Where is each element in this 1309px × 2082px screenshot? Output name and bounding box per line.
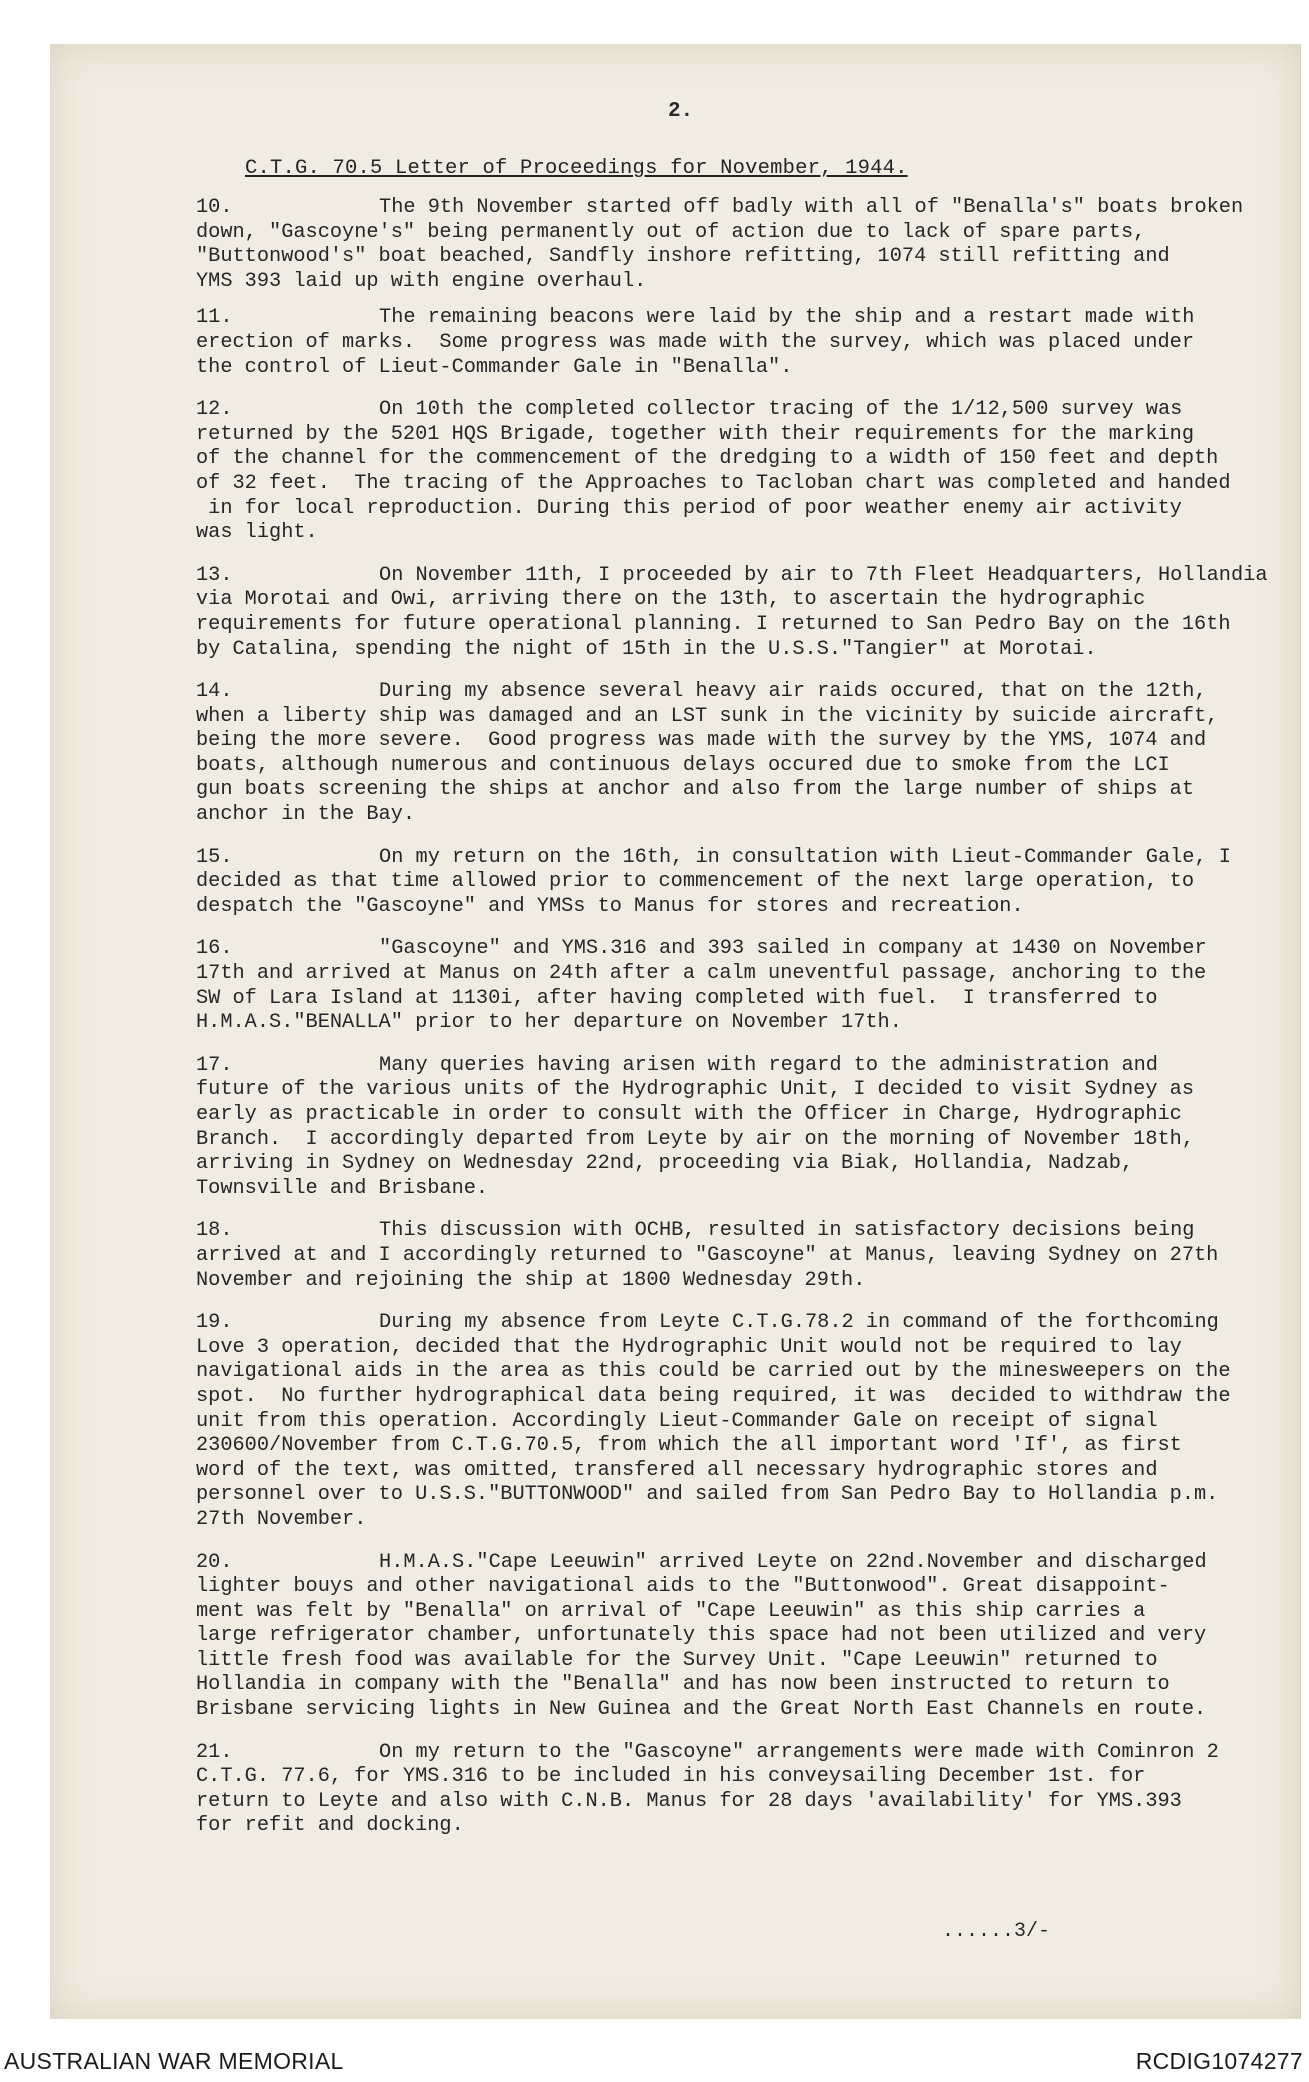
paragraph-14 <box>196 680 1276 828</box>
paragraph-line: decided as that time allowed prior to commencement of the next large operation, to <box>196 870 1194 894</box>
paragraph-number: 21. <box>196 1740 233 1764</box>
paragraph-line: anchor in the Bay. <box>196 803 416 827</box>
paragraph-20 <box>196 1551 1276 1723</box>
paragraph-line: Hollandia in company with the "Benalla" and has now been instructed to return to <box>196 1673 1170 1697</box>
paragraph-line: Townsville and Brisbane. <box>196 1176 489 1200</box>
paragraph-line: arrived at and I accordingly returned to "Gascoyne" at Manus, leaving Sydney on 27th <box>196 1243 1219 1267</box>
page-number: 2. <box>668 100 694 123</box>
paragraph-line: November and rejoining the ship at 1800 Wednesday 29th. <box>196 1268 866 1292</box>
paragraph-line: "Gascoyne" and YMS.316 and 393 sailed in company at 1430 on November <box>379 937 1207 961</box>
paragraph-line: boats, although numerous and continuous delays occured due to smoke from the LCI <box>196 753 1170 777</box>
paragraph-line: little fresh food was available for the Survey Unit. "Cape Leeuwin" returned to <box>196 1648 1158 1672</box>
paragraph-line: word of the text, was omitted, transfered all necessary hydrographic stores and <box>196 1458 1158 1482</box>
paragraph-line: H.M.A.S."BENALLA" prior to her departure on November 17th. <box>196 1011 902 1035</box>
paragraph-line: was light. <box>196 521 318 545</box>
document-page <box>50 44 1301 2019</box>
paragraph-line: unit from this operation. Accordingly Lieut-Commander Gale on receipt of signal <box>196 1409 1158 1433</box>
paragraph-line: On 10th the completed collector tracing of the 1/12,500 survey was <box>379 398 1183 422</box>
paragraph-line: During my absence from Leyte C.T.G.78.2 in command of the forthcoming <box>379 1311 1219 1335</box>
paragraph-line: "Buttonwood's" boat beached, Sandfly inshore refitting, 1074 still refitting and <box>196 245 1170 269</box>
paragraph-16 <box>196 937 1276 1035</box>
paragraph-13 <box>196 564 1276 662</box>
paragraph-line: of 32 feet. The tracing of the Approaches to Tacloban chart was completed and handed <box>196 471 1231 495</box>
paragraph-line: of the channel for the commencement of the dredging to a width of 150 feet and depth <box>196 447 1219 471</box>
paragraph-18 <box>196 1219 1276 1293</box>
paragraph-12 <box>196 398 1276 546</box>
paragraph-line: The remaining beacons were laid by the ship and a restart made with <box>379 306 1195 330</box>
paragraph-line: by Catalina, spending the night of 15th in the U.S.S."Tangier" at Morotai. <box>196 637 1097 661</box>
paragraph-line: Branch. I accordingly departed from Leyte by air on the morning of November 18th, <box>196 1127 1194 1151</box>
paragraph-line: navigational aids in the area as this could be carried out by the minesweepers on the <box>196 1360 1231 1384</box>
paragraph-number: 20. <box>196 1550 233 1574</box>
paragraph-number: 14. <box>196 680 233 704</box>
paragraph-11 <box>196 306 1276 380</box>
footer-source: AUSTRALIAN WAR MEMORIAL <box>4 2048 344 2074</box>
paragraph-line: lighter bouys and other navigational aids to the "Buttonwood". Great disappoint- <box>196 1575 1170 1599</box>
paragraph-line: when a liberty ship was damaged and an LST sunk in the vicinity by suicide aircraft, <box>196 704 1219 728</box>
document-body <box>196 196 1276 1839</box>
continuation-marker: ......3/- <box>942 1920 1051 1943</box>
paragraph-line: early as practicable in order to consult with the Officer in Charge, Hydrographic <box>196 1103 1182 1126</box>
paragraph-line: 230600/November from C.T.G.70.5, from which the all important word 'If', as first <box>196 1434 1182 1458</box>
paragraph-line: ment was felt by "Benalla" on arrival of "Cape Leeuwin" as this ship carries a <box>196 1599 1146 1623</box>
paragraph-line: despatch the "Gascoyne" and YMSs to Manus for stores and recreation. <box>196 894 1024 918</box>
paragraph-line: H.M.A.S."Cape Leeuwin" arrived Leyte on 22nd.November and discharged <box>379 1550 1207 1574</box>
paragraph-line: return to Leyte and also with C.N.B. Manus for 28 days 'availability' for YMS.393 <box>196 1789 1182 1813</box>
paragraph-line: for refit and docking. <box>196 1814 464 1838</box>
paragraph-number: 13. <box>196 563 233 587</box>
paragraph-line: YMS 393 laid up with engine overhaul. <box>196 269 647 293</box>
paragraph-line: large refrigerator chamber, unfortunately this space had not been utilized and very <box>196 1624 1207 1648</box>
paragraph-line: The 9th November started off badly with all of "Benalla's" boats broken <box>379 196 1244 219</box>
paragraph-19 <box>196 1311 1276 1532</box>
paragraph-line: personnel over to U.S.S."BUTTONWOOD" and sailed from San Pedro Bay to Hollandia p.m. <box>196 1483 1219 1507</box>
paragraph-number: 12. <box>196 398 233 422</box>
paragraph-line: returned by the 5201 HQS Brigade, together with their requirements for the marking <box>196 422 1194 446</box>
paragraph-line: gun boats screening the ships at anchor and also from the large number of ships at <box>196 778 1194 802</box>
paragraph-line: spot. No further hydrographical data being required, it was decided to withdraw the <box>196 1384 1231 1408</box>
footer-reference: RCDIG1074277 <box>1135 2048 1303 2074</box>
paragraph-number: 11. <box>196 306 233 330</box>
paragraph-line: 27th November. <box>196 1507 367 1531</box>
paragraph-line: During my absence several heavy air raids occured, that on the 12th, <box>379 680 1207 704</box>
paragraph-number: 10. <box>196 196 233 219</box>
paragraph-line: future of the various units of the Hydrographic Unit, I decided to visit Sydney as <box>196 1078 1194 1102</box>
paragraph-10 <box>196 196 1276 294</box>
paragraph-line: via Morotai and Owi, arriving there on the 13th, to ascertain the hydrographic <box>196 588 1146 612</box>
paragraph-line: On November 11th, I proceeded by air to 7th Fleet Headquarters, Hollandia <box>379 563 1268 587</box>
paragraph-number: 18. <box>196 1219 233 1243</box>
paragraph-line: arriving in Sydney on Wednesday 22nd, proceeding via Biak, Hollandia, Nadzab, <box>196 1152 1134 1176</box>
paragraph-line: in for local reproduction. During this period of poor weather enemy air activity <box>196 496 1182 520</box>
paragraph-line: 17th and arrived at Manus on 24th after a calm uneventful passage, anchoring to the <box>196 962 1207 986</box>
paragraph-line: being the more severe. Good progress was made with the survey by the YMS, 1074 and <box>196 729 1207 753</box>
paragraph-line: erection of marks. Some progress was made with the survey, which was placed under <box>196 330 1194 354</box>
paragraph-21 <box>196 1741 1276 1839</box>
paragraph-line: down, "Gascoyne's" being permanently out of action due to lack of spare parts, <box>196 220 1146 244</box>
paragraph-line: the control of Lieut-Commander Gale in "Benalla". <box>196 355 793 379</box>
paragraph-line: On my return on the 16th, in consultation with Lieut-Commander Gale, I <box>379 845 1231 869</box>
paragraph-line: Brisbane servicing lights in New Guinea and the Great North East Channels en route. <box>196 1698 1207 1722</box>
paragraph-line: C.T.G. 77.6, for YMS.316 to be included in his conveysailing December 1st. for <box>196 1765 1146 1789</box>
paragraph-17 <box>196 1054 1276 1202</box>
paragraph-line: SW of Lara Island at 1130i, after having completed with fuel. I transferred to <box>196 986 1158 1010</box>
paragraph-line: requirements for future operational planning. I returned to San Pedro Bay on the 16th <box>196 612 1231 636</box>
paragraph-15 <box>196 846 1276 920</box>
paragraph-number: 16. <box>196 937 233 961</box>
paragraph-number: 19. <box>196 1311 233 1335</box>
paragraph-number: 17. <box>196 1053 233 1077</box>
paragraph-number: 15. <box>196 845 233 869</box>
paragraph-line: Love 3 operation, decided that the Hydrographic Unit would not be required to lay <box>196 1335 1182 1359</box>
document-heading: C.T.G. 70.5 Letter of Proceedings for November, 1944. <box>245 157 908 180</box>
paragraph-line: This discussion with OCHB, resulted in satisfactory decisions being <box>379 1219 1195 1243</box>
paragraph-line: Many queries having arisen with regard to the administration and <box>379 1053 1158 1077</box>
paragraph-line: On my return to the "Gascoyne" arrangements were made with Cominron 2 <box>379 1740 1219 1764</box>
